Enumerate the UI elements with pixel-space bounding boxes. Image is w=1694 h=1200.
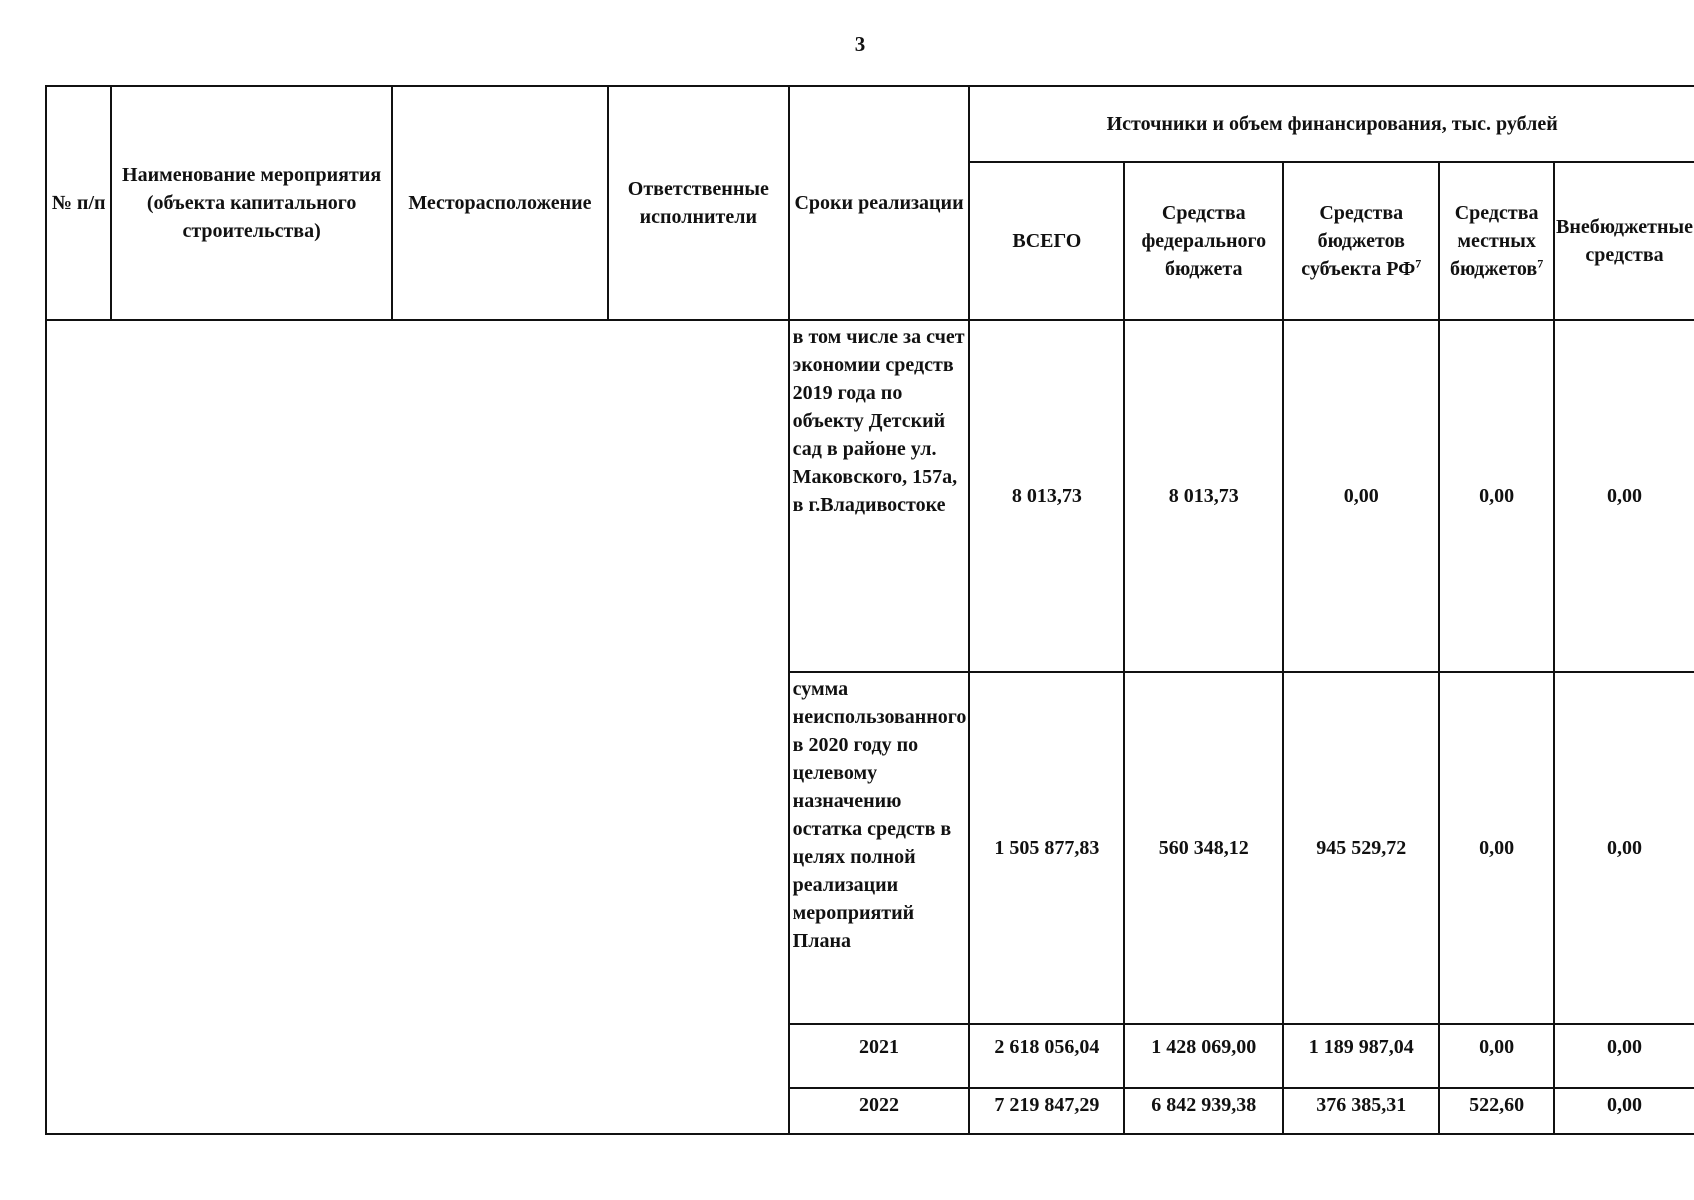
row-extrabudget: 0,00 [1554, 1088, 1694, 1134]
row-local: 0,00 [1439, 672, 1554, 1024]
row-extrabudget: 0,00 [1554, 320, 1694, 672]
merged-empty-cell [46, 320, 789, 1134]
row-term: сумма неиспользованного в 2020 году по целевому назначению остатка средств в целях полной реализации мероприятий Плана [789, 672, 970, 1024]
header-local-footnote: 7 [1537, 256, 1544, 271]
row-term: 2022 [789, 1088, 970, 1134]
row-extrabudget: 0,00 [1554, 1024, 1694, 1088]
row-total: 1 505 877,83 [969, 672, 1124, 1024]
header-local-label: Средства местных бюджетов [1450, 202, 1539, 280]
row-term: 2021 [789, 1024, 970, 1088]
header-sources-group: Источники и объем финансирования, тыс. рублей [969, 86, 1694, 162]
row-regional: 945 529,72 [1283, 672, 1439, 1024]
header-name: Наименование мероприятия (объекта капитального строительства) [111, 86, 391, 320]
row-federal: 1 428 069,00 [1124, 1024, 1283, 1088]
row-term: в том числе за счет экономии средств 2019 года по объекту Детский сад в районе ул. Маковского, 157а, в г.Владивостоке [789, 320, 970, 672]
financing-table [45, 85, 1694, 1135]
page-number: 3 [854, 32, 866, 56]
header-total: ВСЕГО [969, 162, 1124, 320]
row-total: 7 219 847,29 [969, 1088, 1124, 1134]
header-no: № п/п [46, 86, 111, 320]
header-regional-label: Средства бюджетов субъекта РФ [1301, 202, 1416, 280]
row-regional: 376 385,31 [1283, 1088, 1439, 1134]
row-federal: 6 842 939,38 [1124, 1088, 1283, 1134]
header-regional [1283, 162, 1439, 320]
header-location: Месторасположение [392, 86, 608, 320]
header-regional-footnote: 7 [1415, 256, 1422, 271]
row-local: 522,60 [1439, 1088, 1554, 1134]
row-federal: 560 348,12 [1124, 672, 1283, 1024]
header-responsible: Ответственные исполнители [608, 86, 789, 320]
header-local [1439, 162, 1554, 320]
row-total: 8 013,73 [969, 320, 1124, 672]
row-regional: 1 189 987,04 [1283, 1024, 1439, 1088]
row-regional: 0,00 [1283, 320, 1439, 672]
row-federal: 8 013,73 [1124, 320, 1283, 672]
header-federal: Средства федерального бюджета [1124, 162, 1283, 320]
row-local: 0,00 [1439, 1024, 1554, 1088]
row-extrabudget: 0,00 [1554, 672, 1694, 1024]
table-row [46, 320, 1694, 672]
header-extrabudget: Внебюджетные средства [1554, 162, 1694, 320]
row-local: 0,00 [1439, 320, 1554, 672]
header-terms: Сроки реализации [789, 86, 970, 320]
row-total: 2 618 056,04 [969, 1024, 1124, 1088]
